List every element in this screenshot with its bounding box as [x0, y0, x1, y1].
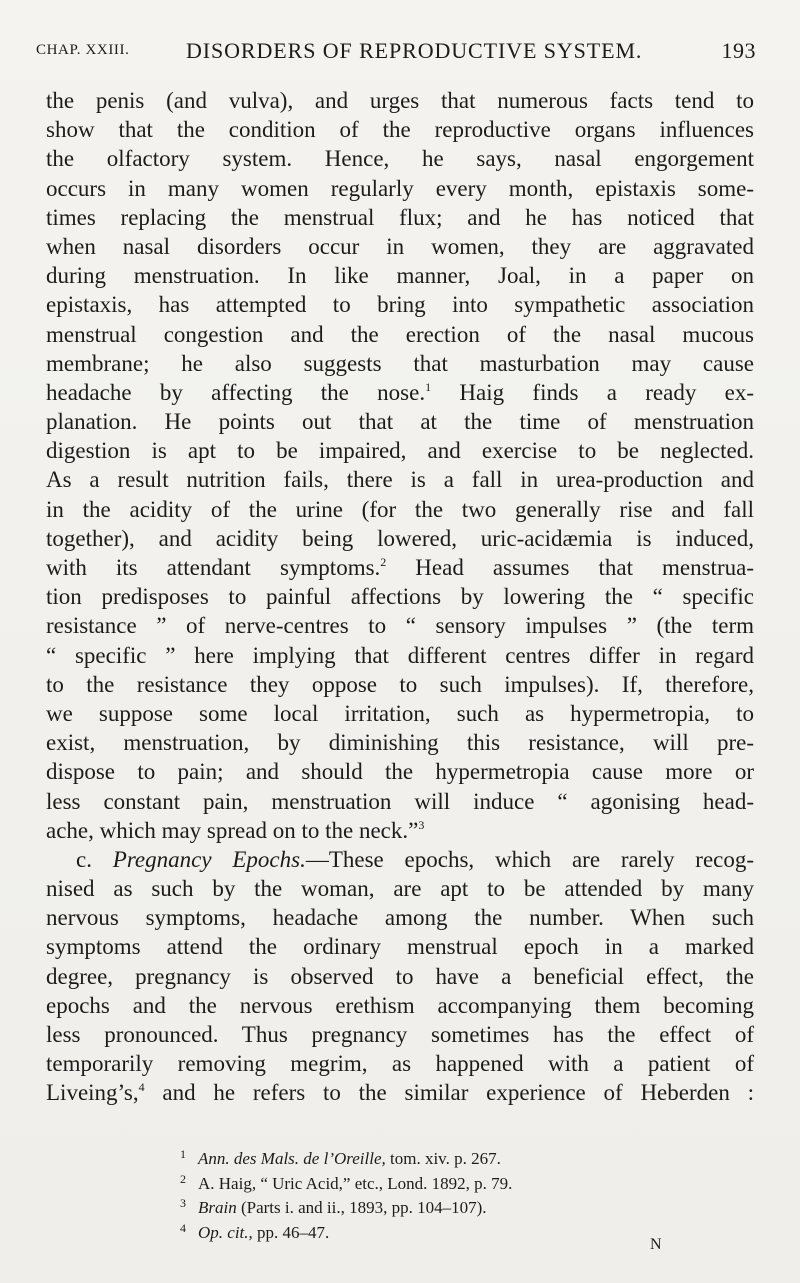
footnote-italic: Op. cit.,: [198, 1222, 253, 1242]
footnote-number: 3: [180, 1196, 186, 1210]
text-line: in the acidity of the urine (for the two generally rise and fall: [46, 496, 754, 522]
text-segment: Head assumes that menstrua-: [386, 555, 754, 580]
footnote-number: 1: [180, 1147, 186, 1161]
text-line: planation. He points out that at the time of menstruation: [46, 409, 754, 435]
text-line: [46, 1078, 754, 1107]
running-header: [36, 38, 756, 68]
text-segment: headache by affecting the nose.: [46, 379, 426, 405]
footnote-number: 4: [180, 1220, 186, 1235]
text-line: epistaxis, has attempted to bring into sympathetic association: [46, 292, 754, 318]
text-line: the olfactory system. Hence, he says, nasal engorgement: [46, 146, 754, 172]
text-segment: and he refers to the similar experience of Heberden :: [144, 1080, 754, 1106]
text-line: less pronounced. Thus pregnancy sometimes has the effect of: [46, 1022, 754, 1047]
body-text: [46, 86, 754, 1108]
text-line: nised as such by the woman, are apt to be attended by many: [46, 876, 754, 902]
text-line: when nasal disorders occur in women, they are aggravated: [46, 233, 754, 259]
text-line: resistance ” of nerve-centres to “ sensory impulses ” (the term: [46, 613, 754, 639]
page-number: 193: [721, 38, 756, 63]
text-line: the penis (and vulva), and urges that numerous facts tend to: [46, 88, 754, 113]
text-line: “ specific ” here implying that different centres differ in regard: [46, 642, 754, 668]
text-line: dispose to pain; and should the hypermetropia cause more or: [46, 759, 754, 785]
section-heading: Pregnancy Epochs.: [112, 846, 306, 872]
text-line: show that the condition of the reproductive organs influences: [46, 117, 754, 143]
footnote-text: A. Haig, “ Uric Acid,” etc., Lond. 1892, p. 79.: [198, 1173, 513, 1193]
text-line: nervous symptoms, headache among the number. When such: [46, 905, 754, 931]
text-segment: Haig finds a ready ex-: [431, 379, 754, 405]
text-line: occurs in many women regularly every month, epistaxis some-: [46, 175, 754, 201]
text-segment: with its attendant symptoms.: [46, 555, 381, 580]
footnote-text: tom. xiv. p. 267.: [385, 1149, 501, 1168]
section-label: c.: [76, 846, 92, 872]
text-line: degree, pregnancy is observed to have a beneficial effect, the: [46, 963, 754, 989]
footnote-number: 2: [180, 1171, 186, 1186]
footnote-ref-3: 3: [418, 817, 425, 832]
text-line: exist, menstruation, by diminishing this resistance, will pre-: [46, 730, 754, 756]
text-line: digestion is apt to be impaired, and exercise to be neglected.: [46, 438, 754, 464]
text-line: menstrual congestion and the erection of the nasal mucous: [46, 321, 754, 347]
text-segment: ache, which may spread on to the neck.”: [46, 817, 419, 843]
signature-mark: N: [650, 1236, 663, 1253]
footnote-ref-2: 2: [380, 555, 387, 569]
footnote-text: (Parts i. and ii., 1893, pp. 104–107).: [236, 1198, 487, 1217]
text-line: tion predisposes to painful affections by lowering the “ specific: [46, 584, 754, 610]
footnote-italic: Ann. des Mals. de l’Oreille,: [198, 1149, 386, 1168]
footnote-italic: Brain: [198, 1198, 237, 1217]
text-line: less constant pain, menstruation will induce “ agonising head-: [46, 788, 754, 814]
text-segment: —These epochs, which are rarely recog-: [305, 846, 755, 872]
text-line: [46, 553, 754, 582]
section-heading-line: [46, 845, 754, 874]
text-line: to the resistance they oppose to such impulses). If, therefore,: [46, 671, 754, 697]
text-line: [46, 378, 754, 407]
footnote-text: pp. 46–47.: [252, 1222, 330, 1242]
chapter-title: DISORDERS OF REPRODUCTIVE SYSTEM.: [186, 38, 643, 63]
text-line: temporarily removing megrim, as happened with a patient of: [46, 1051, 754, 1077]
text-segment: Liveing’s,: [46, 1080, 139, 1106]
text-line: As a result nutrition fails, there is a fall in urea-production and: [46, 467, 754, 493]
footnote-1: [180, 1142, 740, 1167]
text-line: during menstruation. In like manner, Joal, in a paper on: [46, 263, 754, 289]
text-line: membrane; he also suggests that masturbation may cause: [46, 350, 754, 376]
text-line: we suppose some local irritation, such as hypermetropia, to: [46, 700, 754, 726]
footnotes: [180, 1142, 740, 1240]
chapter-label: CHAP. XXIII.: [36, 42, 130, 58]
text-line: epochs and the nervous erethism accompanying them becoming: [46, 992, 754, 1018]
text-line: symptoms attend the ordinary menstrual epoch in a marked: [46, 934, 754, 960]
text-line: together), and acidity being lowered, uric-acidæmia is induced,: [46, 525, 754, 551]
footnote-3: [180, 1191, 740, 1216]
footnote-ref-1: 1: [425, 379, 432, 394]
footnote-ref-4: 4: [138, 1080, 145, 1095]
footnote-2: [180, 1167, 740, 1192]
text-line: [46, 816, 754, 845]
text-line: times replacing the menstrual flux; and he has noticed that: [46, 204, 754, 230]
